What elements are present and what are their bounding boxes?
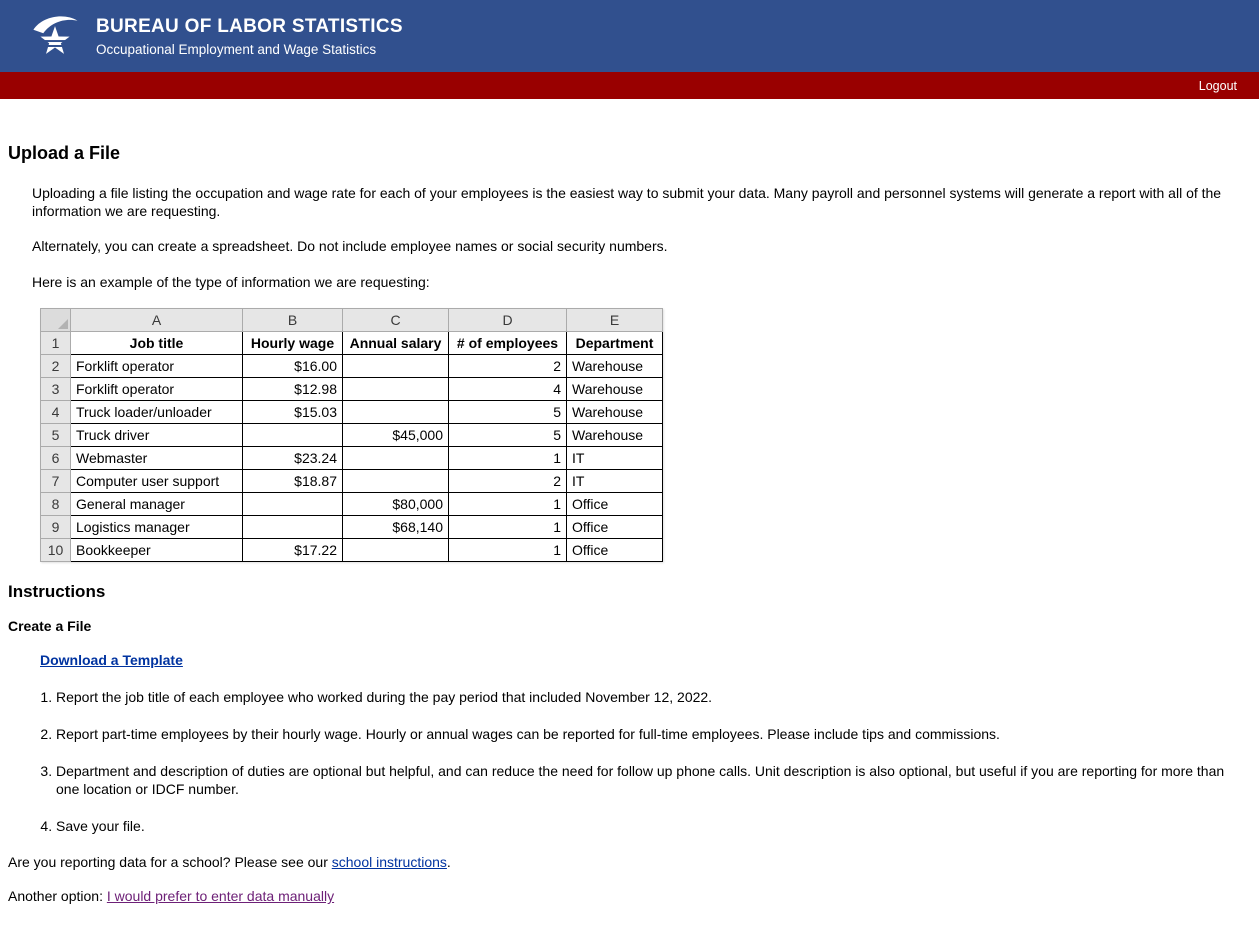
manual-entry-line bbox=[8, 888, 1249, 904]
sheet-data-cell: Truck loader/unloader bbox=[71, 400, 243, 423]
sheet-row-number: 10 bbox=[41, 538, 71, 561]
sheet-data-cell: Truck driver bbox=[71, 423, 243, 446]
sheet-data-cell: Office bbox=[567, 515, 663, 538]
instruction-steps bbox=[8, 688, 1249, 836]
sheet-column-letter: C bbox=[343, 308, 449, 331]
sheet-row-number: 1 bbox=[41, 331, 71, 354]
sheet-data-cell: 1 bbox=[449, 446, 567, 469]
intro-paragraph-2: Alternately, you can create a spreadsheet. Do not include employee names or social security numbers. bbox=[32, 238, 668, 255]
manual-entry-link[interactable]: I would prefer to enter data manually bbox=[106, 888, 335, 905]
main-content bbox=[0, 99, 1259, 928]
sheet-data-cell: $23.24 bbox=[243, 446, 343, 469]
sheet-header-cell: Department bbox=[567, 331, 663, 354]
sheet-data-cell: 2 bbox=[449, 469, 567, 492]
sheet-column-letter: A bbox=[71, 308, 243, 331]
sheet-data-cell: Warehouse bbox=[567, 377, 663, 400]
sheet-header-cell: Hourly wage bbox=[243, 331, 343, 354]
sheet-data-cell: $15.03 bbox=[243, 400, 343, 423]
instruction-step: 2. Report part-time employees by their hourly wage. Hourly or annual wages can be reported for full-time employees. Please include tips and commissions. bbox=[56, 725, 1241, 744]
sheet-data-cell: 5 bbox=[449, 423, 567, 446]
sheet-header-cell: # of employees bbox=[449, 331, 567, 354]
sheet-data-cell bbox=[343, 538, 449, 561]
instruction-step: 1. Report the job title of each employee who worked during the pay period that included November 12, 2022. bbox=[56, 688, 1241, 707]
sheet-data-cell: 4 bbox=[449, 377, 567, 400]
site-title-block bbox=[96, 16, 403, 57]
download-template-link[interactable]: Download a Template bbox=[40, 651, 183, 668]
sheet-column-letter: E bbox=[567, 308, 663, 331]
page-title: Upload a File bbox=[8, 143, 121, 163]
sheet-row-number: 2 bbox=[41, 354, 71, 377]
sheet-data-cell: $17.22 bbox=[243, 538, 343, 561]
sheet-column-letter: D bbox=[449, 308, 567, 331]
sheet-header-cell: Job title bbox=[71, 331, 243, 354]
sheet-data-cell: 1 bbox=[449, 515, 567, 538]
example-spreadsheet bbox=[40, 308, 663, 562]
sheet-data-cell: 1 bbox=[449, 538, 567, 561]
sheet-column-letter: B bbox=[243, 308, 343, 331]
sheet-data-cell bbox=[243, 515, 343, 538]
sheet-data-cell: IT bbox=[567, 469, 663, 492]
create-file-subtitle: Create a File bbox=[8, 617, 92, 634]
sheet-row-number: 6 bbox=[41, 446, 71, 469]
top-banner bbox=[0, 0, 1259, 72]
sheet-data-cell: General manager bbox=[71, 492, 243, 515]
sheet-data-cell: Forklift operator bbox=[71, 377, 243, 400]
sheet-data-cell: $68,140 bbox=[343, 515, 449, 538]
sheet-data-cell bbox=[343, 469, 449, 492]
school-instructions-link[interactable]: school instructions bbox=[331, 854, 447, 871]
manual-entry-text: Another option: bbox=[8, 888, 107, 905]
sheet-data-cell: 5 bbox=[449, 400, 567, 423]
sheet-data-cell: Warehouse bbox=[567, 354, 663, 377]
utility-bar bbox=[0, 72, 1259, 99]
site-title: BUREAU OF LABOR STATISTICS bbox=[96, 15, 403, 37]
sheet-data-cell: Computer user support bbox=[71, 469, 243, 492]
sheet-data-cell: $80,000 bbox=[343, 492, 449, 515]
sheet-data-cell: Webmaster bbox=[71, 446, 243, 469]
sheet-data-cell: Office bbox=[567, 492, 663, 515]
logout-link[interactable]: Logout bbox=[1198, 78, 1237, 93]
sheet-data-cell: Bookkeeper bbox=[71, 538, 243, 561]
school-question-period: . bbox=[446, 854, 451, 871]
sheet-data-cell: IT bbox=[567, 446, 663, 469]
sheet-data-cell bbox=[343, 377, 449, 400]
sheet-data-cell: Warehouse bbox=[567, 423, 663, 446]
sheet-data-cell: Warehouse bbox=[567, 400, 663, 423]
sheet-data-cell bbox=[343, 400, 449, 423]
sheet-data-cell bbox=[343, 354, 449, 377]
sheet-data-cell: $45,000 bbox=[343, 423, 449, 446]
sheet-data-cell: $16.00 bbox=[243, 354, 343, 377]
sheet-data-cell: $18.87 bbox=[243, 469, 343, 492]
sheet-row-number: 3 bbox=[41, 377, 71, 400]
instructions-title: Instructions bbox=[8, 581, 106, 601]
instruction-step: 4. Save your file. bbox=[56, 817, 1241, 836]
school-question-text: Are you reporting data for a school? Please see our bbox=[8, 854, 332, 871]
sheet-row-number: 4 bbox=[41, 400, 71, 423]
instruction-step: 3. Department and description of duties are optional but helpful, and can reduce the need for follow up phone calls. Unit description is also optional, but useful if you are reporting for more than one location or IDCF number. bbox=[56, 762, 1241, 800]
intro-paragraph-1: Uploading a file listing the occupation and wage rate for each of your employees is the easiest way to submit your data. Many payroll and personnel systems will generate a report with all of the information we are requesting. bbox=[32, 185, 1222, 220]
sheet-row-number: 5 bbox=[41, 423, 71, 446]
site-subtitle: Occupational Employment and Wage Statistics bbox=[96, 41, 377, 57]
sheet-data-cell: Office bbox=[567, 538, 663, 561]
download-template-row bbox=[40, 652, 1249, 668]
sheet-data-cell: Forklift operator bbox=[71, 354, 243, 377]
sheet-corner bbox=[41, 308, 71, 331]
sheet-data-cell: 1 bbox=[449, 492, 567, 515]
sheet-data-cell: 2 bbox=[449, 354, 567, 377]
intro-paragraph-3: Here is an example of the type of information we are requesting: bbox=[32, 273, 430, 290]
sheet-header-cell: Annual salary bbox=[343, 331, 449, 354]
sheet-row-number: 8 bbox=[41, 492, 71, 515]
sheet-row-number: 9 bbox=[41, 515, 71, 538]
sheet-data-cell bbox=[343, 446, 449, 469]
school-question-line bbox=[8, 854, 1249, 870]
sheet-data-cell: Logistics manager bbox=[71, 515, 243, 538]
sheet-data-cell bbox=[243, 492, 343, 515]
sheet-data-cell bbox=[243, 423, 343, 446]
bls-logo-icon bbox=[28, 9, 82, 63]
sheet-row-number: 7 bbox=[41, 469, 71, 492]
sheet-data-cell: $12.98 bbox=[243, 377, 343, 400]
